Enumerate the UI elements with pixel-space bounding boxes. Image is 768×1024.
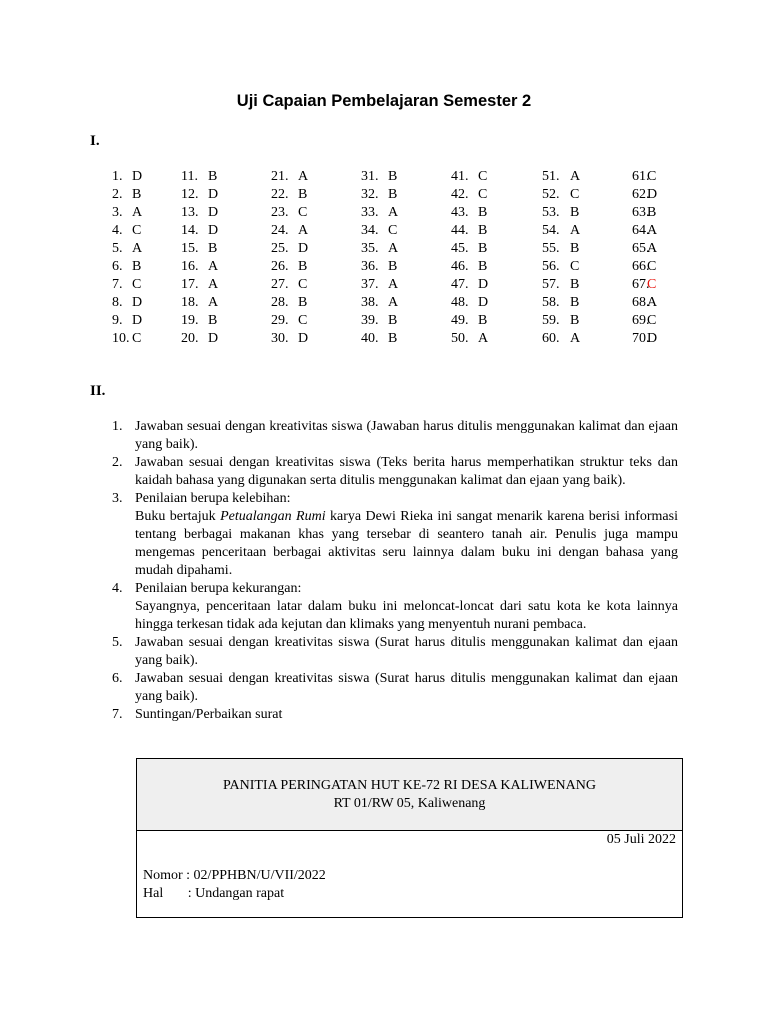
answer-number: 55.: [542, 241, 560, 256]
answer-number: 9.: [112, 313, 123, 328]
answer-letter: A: [208, 277, 219, 292]
answer-number: 69.: [632, 313, 650, 328]
answer-item: [271, 240, 351, 258]
answer-letter: B: [132, 259, 142, 274]
answer-item: [632, 222, 712, 240]
letter-header: [137, 759, 682, 831]
answer-item: [451, 168, 531, 186]
answer-number: 62.: [632, 187, 650, 202]
answer-number: 37.: [361, 277, 379, 292]
answer-item: [112, 168, 192, 186]
answer-column: [451, 168, 531, 348]
answer-number: 16.: [181, 259, 199, 274]
answer-number: 59.: [542, 313, 560, 328]
essay-answer-list: [112, 418, 678, 724]
answer-letter: A: [570, 223, 581, 238]
answer-number: 11.: [181, 169, 198, 184]
answer-letter: D: [208, 223, 219, 238]
document-title: Uji Capaian Pembelajaran Semester 2: [236, 92, 532, 110]
answer-number: 2.: [112, 187, 123, 202]
answer-number: 70.: [632, 331, 650, 346]
answer-item: [112, 240, 192, 258]
answer-number: 49.: [451, 313, 469, 328]
answer-number: 3.: [112, 205, 123, 220]
essay-detail: [135, 508, 678, 580]
answer-column: [271, 168, 351, 348]
answer-number: 36.: [361, 259, 379, 274]
letter-revision-box: [136, 758, 683, 918]
essay-detail-post: karya Dewi Rieka ini sangat menarik karena berisi informasi tentang berbagai makanan khas yang tersebar di seantero tanah air. Penulis juga mampu mengemas penceritaan berbagai aktivitas seru lainnya dalam buku ini dengan bahasa yang mudah dipahami.: [135, 509, 678, 578]
essay-number: 6.: [112, 671, 123, 686]
answer-column: [542, 168, 622, 348]
answer-letter: B: [132, 187, 142, 202]
essay-number: 1.: [112, 419, 123, 434]
answer-item: [271, 168, 351, 186]
answer-number: 26.: [271, 259, 289, 274]
answer-letter: D: [132, 169, 143, 184]
answer-number: 19.: [181, 313, 199, 328]
answer-column: [632, 168, 712, 348]
answer-item: [181, 294, 261, 312]
answer-item: [451, 330, 531, 348]
answer-number: 15.: [181, 241, 199, 256]
answer-letter: D: [647, 187, 658, 202]
answer-letter: C: [570, 259, 580, 274]
answer-item: [632, 204, 712, 222]
answer-letter: B: [388, 331, 398, 346]
answer-number: 56.: [542, 259, 560, 274]
answer-letter: A: [647, 241, 658, 256]
answer-number: 6.: [112, 259, 123, 274]
answer-column: [181, 168, 261, 348]
answer-number: 38.: [361, 295, 379, 310]
answer-letter: B: [570, 241, 580, 256]
essay-number: 3.: [112, 491, 123, 506]
answer-number: 34.: [361, 223, 379, 238]
answer-letter: A: [570, 169, 581, 184]
answer-letter: B: [570, 313, 580, 328]
answer-number: 5.: [112, 241, 123, 256]
answer-number: 29.: [271, 313, 289, 328]
answer-letter: B: [478, 241, 488, 256]
essay-item-6: [112, 670, 678, 706]
answer-letter: B: [388, 259, 398, 274]
answer-item: [632, 186, 712, 204]
answer-item: [271, 276, 351, 294]
answer-column: [361, 168, 441, 348]
answer-letter: D: [208, 205, 219, 220]
answer-letter: C: [570, 187, 580, 202]
answer-item: [451, 240, 531, 258]
essay-text: Jawaban sesuai dengan kreativitas siswa (Jawaban harus ditulis menggunakan kalimat dan ejaan yang baik).: [135, 419, 678, 452]
answer-item: [542, 276, 622, 294]
answer-number: 13.: [181, 205, 199, 220]
essay-number: 7.: [112, 707, 123, 722]
answer-number: 32.: [361, 187, 379, 202]
answer-letter: B: [298, 259, 308, 274]
answer-item: [451, 186, 531, 204]
answer-number: 30.: [271, 331, 289, 346]
answer-letter: A: [388, 295, 399, 310]
essay-text: Jawaban sesuai dengan kreativitas siswa (Surat harus ditulis menggunakan kalimat dan ejaan yang baik).: [135, 635, 678, 668]
answer-number: 52.: [542, 187, 560, 202]
answer-item: [361, 186, 441, 204]
answer-number: 1.: [112, 169, 123, 184]
essay-item-3: [112, 490, 678, 580]
answer-letter: D: [132, 295, 143, 310]
answer-letter: B: [570, 295, 580, 310]
answer-letter: B: [570, 277, 580, 292]
answer-number: 7.: [112, 277, 123, 292]
answer-letter: A: [132, 205, 143, 220]
book-title: Petualangan Rumi: [220, 509, 326, 524]
answer-item: [271, 294, 351, 312]
essay-text: Penilaian berupa kelebihan:: [135, 491, 291, 506]
answer-letter: C: [478, 169, 488, 184]
answer-number: 57.: [542, 277, 560, 292]
letter-number: Nomor : 02/PPHBN/U/VII/2022: [143, 868, 326, 883]
answer-item: [542, 294, 622, 312]
answer-item: [632, 258, 712, 276]
answer-item: [361, 276, 441, 294]
answer-letter: B: [478, 313, 488, 328]
answer-item: [181, 330, 261, 348]
answer-letter: B: [478, 205, 488, 220]
answer-letter: C: [647, 277, 657, 292]
answer-item: [112, 186, 192, 204]
answer-item: [271, 330, 351, 348]
answer-letter: C: [647, 169, 657, 184]
answer-letter: B: [388, 169, 398, 184]
answer-letter: A: [478, 331, 489, 346]
answer-item: [451, 204, 531, 222]
answer-item: [361, 222, 441, 240]
answer-letter: B: [388, 187, 398, 202]
section-2-heading: II.: [90, 383, 106, 399]
answer-letter: C: [298, 277, 308, 292]
answer-item: [271, 204, 351, 222]
answer-number: 63.: [632, 205, 650, 220]
answer-item: [181, 240, 261, 258]
answer-letter: B: [298, 187, 308, 202]
answer-letter: C: [132, 331, 142, 346]
answer-item: [451, 258, 531, 276]
answer-item: [542, 186, 622, 204]
essay-text: Jawaban sesuai dengan kreativitas siswa (Teks berita harus memperhatikan struktur teks dan kaidah bahasa yang digunakan serta ditulis menggunakan kalimat dan ejaan yang baik).: [135, 455, 678, 488]
answer-letter: D: [208, 187, 219, 202]
answer-number: 22.: [271, 187, 289, 202]
answer-item: [542, 330, 622, 348]
answer-letter: A: [388, 241, 399, 256]
answer-letter: B: [647, 205, 657, 220]
answer-number: 53.: [542, 205, 560, 220]
answer-number: 8.: [112, 295, 123, 310]
answer-item: [271, 312, 351, 330]
answer-letter: D: [208, 331, 219, 346]
answer-number: 18.: [181, 295, 199, 310]
answer-item: [361, 294, 441, 312]
answer-number: 31.: [361, 169, 379, 184]
answer-item: [181, 204, 261, 222]
letter-subject: Hal : Undangan rapat: [143, 886, 285, 901]
answer-letter: A: [208, 259, 219, 274]
answer-number: 68.: [632, 295, 650, 310]
answer-number: 58.: [542, 295, 560, 310]
answer-number: 20.: [181, 331, 199, 346]
essay-detail: Sayangnya, penceritaan latar dalam buku ini meloncat-loncat dari satu kota ke kota lainnya hingga terkesan tidak ada kejutan dan klimaks yang menyentuh nurani pembaca.: [135, 599, 678, 632]
answer-number: 40.: [361, 331, 379, 346]
answer-item: [542, 222, 622, 240]
answer-letter: D: [132, 313, 143, 328]
answer-number: 61.: [632, 169, 650, 184]
answer-item: [271, 186, 351, 204]
answer-item: [451, 222, 531, 240]
answer-number: 47.: [451, 277, 469, 292]
answer-letter: B: [298, 295, 308, 310]
answer-item: [632, 240, 712, 258]
essay-number: 2.: [112, 455, 123, 470]
essay-item-7: [112, 706, 678, 724]
essay-item-5: [112, 634, 678, 670]
answer-item: [112, 330, 192, 348]
answer-item: [181, 168, 261, 186]
answer-item: [271, 258, 351, 276]
essay-text: Jawaban sesuai dengan kreativitas siswa (Surat harus ditulis menggunakan kalimat dan ejaan yang baik).: [135, 671, 678, 704]
answer-number: 43.: [451, 205, 469, 220]
answer-item: [361, 330, 441, 348]
answer-item: [181, 186, 261, 204]
answer-number: 25.: [271, 241, 289, 256]
answer-item: [632, 168, 712, 186]
answer-letter: B: [208, 313, 218, 328]
letter-org-address: RT 01/RW 05, Kaliwenang: [333, 796, 486, 811]
answer-item: [361, 204, 441, 222]
answer-item: [542, 168, 622, 186]
answer-letter: A: [388, 205, 399, 220]
answer-item: [632, 276, 712, 294]
answer-item: [632, 330, 712, 348]
answer-number: 45.: [451, 241, 469, 256]
answer-number: 64.: [632, 223, 650, 238]
answer-letter: A: [647, 295, 658, 310]
essay-number: 5.: [112, 635, 123, 650]
answer-number: 23.: [271, 205, 289, 220]
essay-text: Suntingan/Perbaikan surat: [135, 707, 283, 722]
essay-item-2: [112, 454, 678, 490]
answer-item: [112, 258, 192, 276]
answer-number: 67.: [632, 277, 650, 292]
answer-letter: A: [570, 331, 581, 346]
answer-letter: D: [298, 241, 309, 256]
answer-item: [361, 240, 441, 258]
answer-letter: C: [298, 313, 308, 328]
answer-number: 28.: [271, 295, 289, 310]
answer-item: [112, 276, 192, 294]
answer-letter: B: [208, 241, 218, 256]
answer-number: 60.: [542, 331, 560, 346]
answer-item: [542, 258, 622, 276]
answer-letter: C: [388, 223, 398, 238]
answer-letter: B: [478, 259, 488, 274]
answer-letter: C: [298, 205, 308, 220]
answer-letter: B: [388, 313, 398, 328]
section-1-heading: I.: [90, 133, 100, 149]
answer-letter: D: [478, 277, 489, 292]
answer-letter: A: [388, 277, 399, 292]
answer-number: 12.: [181, 187, 199, 202]
answer-letter: B: [208, 169, 218, 184]
answer-number: 39.: [361, 313, 379, 328]
answer-item: [632, 294, 712, 312]
answer-item: [451, 294, 531, 312]
answer-number: 48.: [451, 295, 469, 310]
answer-number: 41.: [451, 169, 469, 184]
essay-text: Penilaian berupa kekurangan:: [135, 581, 302, 596]
answer-column: [112, 168, 192, 348]
answer-item: [112, 204, 192, 222]
answer-letter: B: [570, 205, 580, 220]
answer-number: 65.: [632, 241, 650, 256]
answer-item: [542, 240, 622, 258]
answer-item: [112, 222, 192, 240]
answer-letter: A: [298, 223, 309, 238]
answer-item: [112, 312, 192, 330]
answer-number: 46.: [451, 259, 469, 274]
answer-item: [361, 312, 441, 330]
letter-meta: [143, 867, 326, 903]
answer-number: 21.: [271, 169, 289, 184]
answer-number: 51.: [542, 169, 560, 184]
answer-item: [542, 312, 622, 330]
answer-item: [271, 222, 351, 240]
answer-item: [181, 258, 261, 276]
answer-number: 10.: [112, 331, 130, 346]
answer-item: [361, 168, 441, 186]
answer-letter: B: [478, 223, 488, 238]
answer-number: 24.: [271, 223, 289, 238]
answer-letter: C: [647, 259, 657, 274]
answer-number: 4.: [112, 223, 123, 238]
answer-letter: D: [647, 331, 658, 346]
answer-letter: C: [132, 277, 142, 292]
letter-date: 05 Juli 2022: [606, 832, 676, 847]
answer-letter: C: [132, 223, 142, 238]
answer-item: [181, 222, 261, 240]
letter-org-name: PANITIA PERINGATAN HUT KE-72 RI DESA KALIWENANG: [223, 778, 596, 793]
answer-item: [181, 276, 261, 294]
answer-number: 35.: [361, 241, 379, 256]
essay-number: 4.: [112, 581, 123, 596]
answer-item: [361, 258, 441, 276]
answer-item: [632, 312, 712, 330]
answer-number: 42.: [451, 187, 469, 202]
answer-number: 50.: [451, 331, 469, 346]
answer-number: 33.: [361, 205, 379, 220]
answer-item: [181, 312, 261, 330]
answer-letter: A: [208, 295, 219, 310]
answer-letter: D: [478, 295, 489, 310]
answer-item: [542, 204, 622, 222]
answer-letter: C: [647, 313, 657, 328]
answer-number: 14.: [181, 223, 199, 238]
answer-number: 66.: [632, 259, 650, 274]
answer-number: 54.: [542, 223, 560, 238]
answer-number: 27.: [271, 277, 289, 292]
answer-letter: A: [132, 241, 143, 256]
essay-item-1: [112, 418, 678, 454]
answer-item: [451, 276, 531, 294]
answer-letter: D: [298, 331, 309, 346]
answer-number: 44.: [451, 223, 469, 238]
answer-letter: A: [298, 169, 309, 184]
essay-detail-pre: Buku bertajuk: [135, 509, 221, 524]
answer-letter: C: [478, 187, 488, 202]
essay-item-4: [112, 580, 678, 634]
answer-item: [112, 294, 192, 312]
answer-item: [451, 312, 531, 330]
answer-letter: A: [647, 223, 658, 238]
answer-number: 17.: [181, 277, 199, 292]
